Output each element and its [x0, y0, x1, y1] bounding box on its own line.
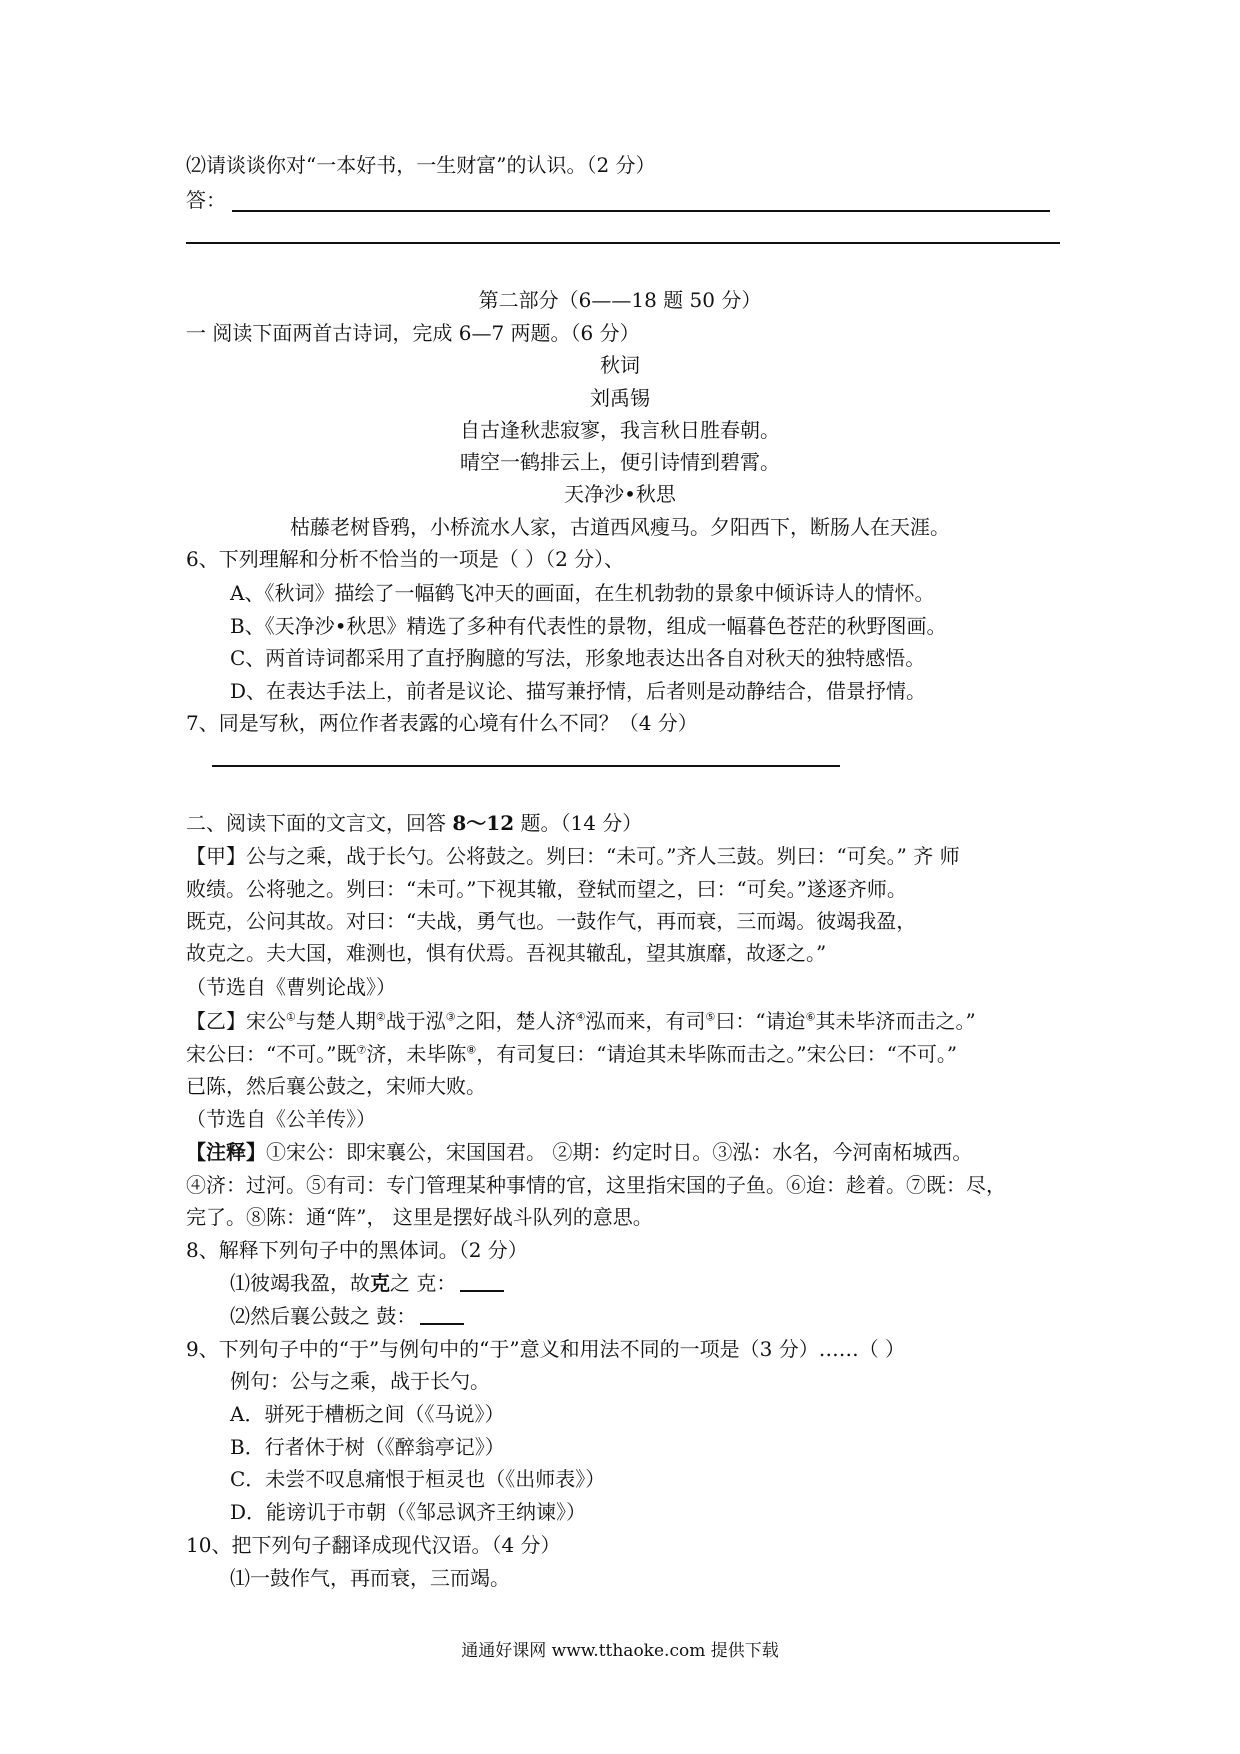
yi-line2: 宋公曰：“不可。”既⑦济，未毕陈⑧，有司复曰：“请迨其未毕陈而击之。”宋公曰：“不可。”	[186, 1042, 958, 1066]
jia-source: （节选自《曹刿论战》）	[186, 975, 396, 999]
q9-option-a: A．骈死于槽枥之间（《马说》）	[230, 1402, 505, 1426]
q6-stem: 6、下列理解和分析不恰当的一项是（ ）（2 分）、	[186, 547, 625, 571]
q9-stem: 9、下列句子中的“于”与例句中的“于”意义和用法不同的一项是（3 分）……（ ）	[186, 1337, 906, 1361]
footer-download-note: 通通好课网 www.tthaoke.com 提供下载	[461, 1641, 779, 1661]
q9-option-c: C．未尝不叹息痛恨于桓灵也（《出师表》）	[230, 1467, 606, 1491]
q8-item1: ⑴彼竭我盈，故克之 克：	[230, 1268, 504, 1298]
q6-option-a: A、《秋词》描绘了一幅鹤飞冲天的画面，在生机勃勃的景象中倾诉诗人的情怀。	[230, 581, 935, 605]
poem2-line1: 枯藤老树昏鸦，小桥流水人家，古道西风瘦马。夕阳西下，断肠人在天涯。	[290, 515, 950, 539]
q8-item1-blank[interactable]	[460, 1272, 504, 1292]
poem1-line2: 晴空一鹤排云上，便引诗情到碧霄。	[460, 450, 780, 474]
q6-option-d: D、在表达手法上，前者是议论、描写兼抒情，后者则是动静结合，借景抒情。	[230, 679, 927, 703]
yi-line1: 【乙】宋公①与楚人期②战于泓③之阳，楚人济④泓而来，有司⑤曰：“请迨⑥其未毕济而击之。”	[186, 1009, 976, 1033]
yi-source: （节选自《公羊传》）	[186, 1107, 376, 1131]
q10-item1: ⑴一鼓作气，再而衰，三而竭。	[230, 1566, 510, 1590]
part2-heading: 第二部分（6——18 题 50 分）	[478, 288, 762, 312]
q5-part2-stem: ⑵请谈谈你对“一本好书，一生财富”的认识。（2 分）	[186, 153, 656, 177]
notes-line1: 【注释】①宋公：即宋襄公，宋国国君。 ②期：约定时日。③泓：水名，今河南柘城西。	[186, 1140, 973, 1164]
q8-item2: ⑵然后襄公鼓之 鼓：	[230, 1301, 464, 1331]
q10-stem: 10、把下列句子翻译成现代汉语。（4 分）	[186, 1533, 561, 1557]
jia-line1: 【甲】公与之乘，战于长勺。公将鼓之。刿曰：“未可。”齐人三鼓。刿曰：“可矣。” 齐 师	[186, 844, 960, 868]
q8-item2-blank[interactable]	[420, 1305, 464, 1325]
q9-option-d: D．能谤讥于市朝（《邹忌讽齐王纳谏》）	[230, 1500, 587, 1524]
answer-label: 答：	[186, 188, 226, 212]
jia-line4: 故克之。夫大国，难测也，惧有伏焉。吾视其辙乱，望其旗靡，故逐之。”	[186, 941, 827, 965]
jia-line3: 既克，公问其故。对曰：“夫战，勇气也。一鼓作气，再而衰，三而竭。彼竭我盈，	[186, 909, 917, 933]
yi-line3: 已陈，然后襄公鼓之，宋师大败。	[186, 1074, 486, 1098]
q6-option-b: B、《天净沙•秋思》精选了多种有代表性的景物，组成一幅暮色苍茫的秋野图画。	[230, 614, 947, 638]
q8-stem: 8、解释下列句子中的黑体词。（2 分）	[186, 1238, 528, 1262]
q7-stem: 7、同是写秋，两位作者表露的心境有什么不同？（4 分）	[186, 711, 698, 735]
section1-instruction: 一 阅读下面两首古诗词，完成 6—7 两题。（6 分）	[186, 321, 640, 345]
q9-example: 例句：公与之乘，战于长勺。	[230, 1369, 490, 1393]
poem1-line1: 自古逢秋悲寂寥，我言秋日胜春朝。	[460, 418, 780, 442]
poem1-title: 秋词	[600, 353, 640, 377]
poem2-title: 天净沙•秋思	[564, 482, 676, 506]
q9-option-b: B．行者休于树（《醉翁亭记》）	[230, 1435, 505, 1459]
notes-line3: 完了。⑧陈：通“阵”， 这里是摆好战斗队列的意思。	[186, 1205, 653, 1229]
q6-option-c: C、两首诗词都采用了直抒胸臆的写法，形象地表达出各自对秋天的独特感悟。	[230, 646, 926, 670]
q7-answer-line	[212, 765, 840, 767]
jia-line2: 败绩。公将驰之。刿曰：“未可。”下视其辙，登轼而望之，曰：“可矣。”遂逐齐师。	[186, 877, 907, 901]
answer-line-1	[232, 210, 1050, 212]
answer-line-2	[186, 242, 1060, 244]
poem1-author: 刘禹锡	[590, 386, 650, 410]
notes-line2: ④济：过河。⑤有司：专门管理某种事情的官，这里指宋国的子鱼。⑥迨：趁着。⑦既：尽，	[186, 1173, 1006, 1197]
section2-instruction: 二、阅读下面的文言文，回答 8～12 题。（14 分）	[186, 811, 643, 835]
